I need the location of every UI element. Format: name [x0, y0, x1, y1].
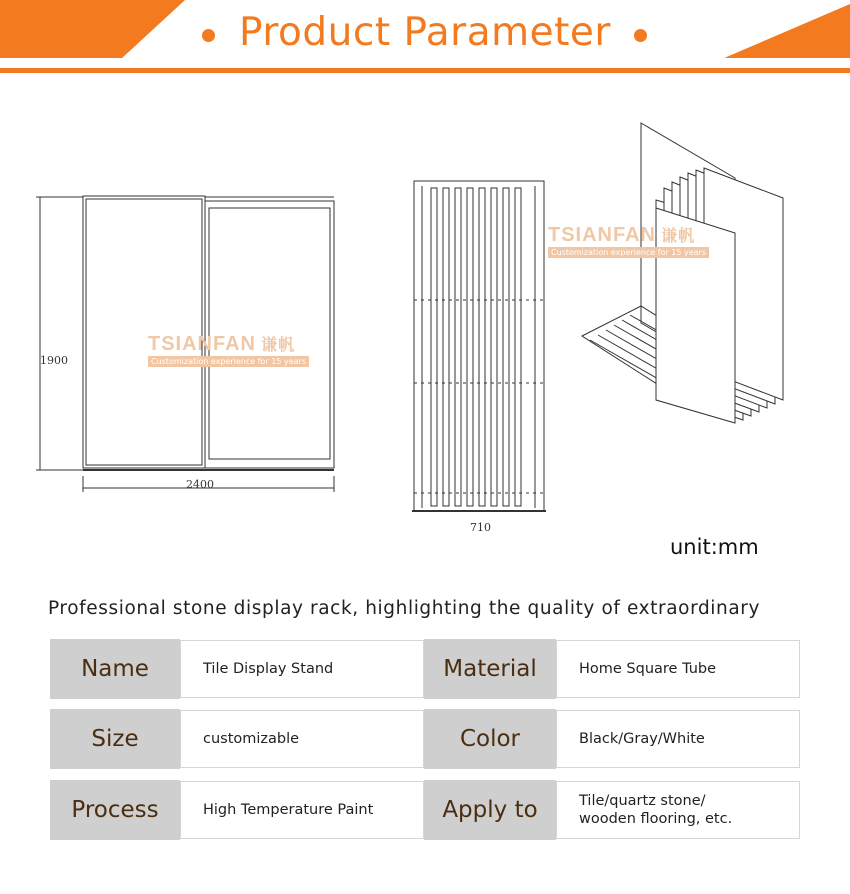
param-row [50, 780, 800, 840]
param-value: High Temperature Paint [180, 781, 424, 839]
param-key: Apply to [424, 780, 556, 840]
watermark-brand-cn-2: 谦帆 [661, 228, 696, 245]
header-banner [0, 0, 850, 78]
side-view-slats [431, 188, 521, 506]
watermark-tagline-2: Customization experience for 15 years [548, 247, 709, 258]
header-underline [0, 68, 850, 73]
watermark-tagline: Customization experience for 15 years [148, 356, 309, 367]
depth-label: 710 [470, 521, 491, 534]
param-value: Home Square Tube [556, 640, 800, 698]
watermark-brand: TSIANFAN [148, 333, 256, 355]
page-title: Product Parameter [239, 10, 611, 55]
drawing-lines [0, 78, 850, 578]
param-value: Black/Gray/White [556, 710, 800, 768]
param-key: Process [50, 780, 180, 840]
watermark-brand-2: TSIANFAN [548, 224, 656, 246]
param-key: Size [50, 709, 180, 769]
watermark-logo-2 [548, 223, 709, 258]
unit-label: unit:mm [670, 535, 759, 559]
height-label: 1900 [40, 354, 68, 367]
product-subtitle: Professional stone display rack, highlighting the quality of extraordinary [48, 598, 761, 619]
header-dot-right [634, 29, 647, 42]
width-label: 2400 [186, 478, 214, 491]
param-value: customizable [180, 710, 424, 768]
watermark-logo [148, 332, 309, 367]
watermark-brand-cn: 谦帆 [261, 337, 296, 354]
param-row [50, 709, 800, 769]
param-key: Color [424, 709, 556, 769]
param-value: Tile Display Stand [180, 640, 424, 698]
param-value: Tile/quartz stone/ wooden flooring, etc. [556, 781, 800, 839]
param-row [50, 639, 800, 699]
param-key: Material [424, 639, 556, 699]
technical-drawing [0, 78, 850, 578]
param-key: Name [50, 639, 180, 699]
